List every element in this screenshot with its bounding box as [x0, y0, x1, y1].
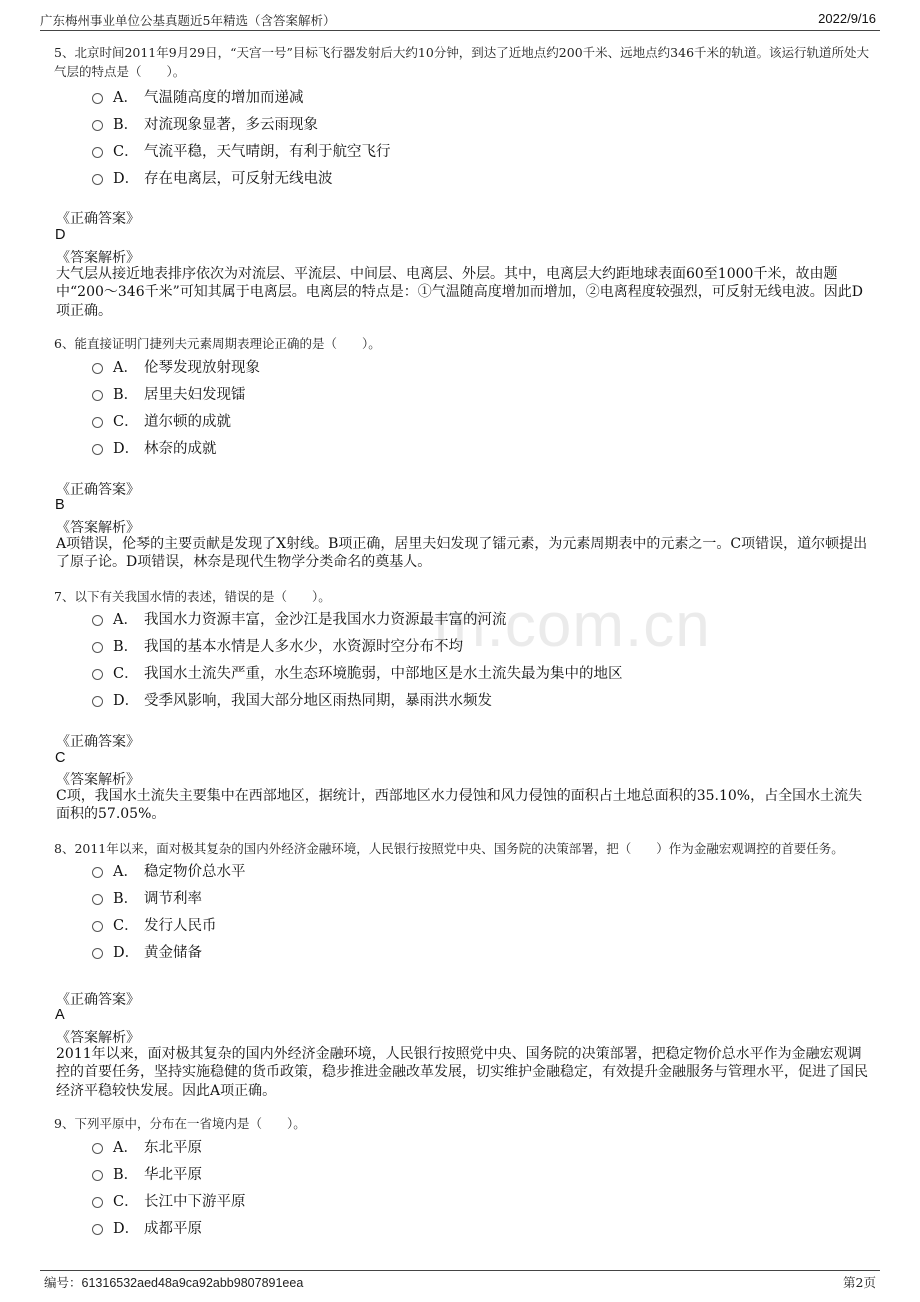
- option-text: 东北平原: [144, 1140, 202, 1156]
- option-letter: B．: [113, 639, 139, 655]
- radio-button-icon[interactable]: [92, 921, 103, 932]
- option-text: 我国的基本水情是人多水少，水资源时空分布不均: [144, 639, 463, 655]
- radio-button-icon[interactable]: [92, 1197, 103, 1208]
- document-date: 2022/9/16: [818, 11, 876, 26]
- radio-button-icon[interactable]: [92, 120, 103, 131]
- correct-answer-value: D: [55, 227, 66, 243]
- question-stem: 8、2011年以来，面对极其复杂的国内外经济金融环境，人民银行按照党中央、国务院的决策部署，把（ ）作为金融宏观调控的首要任务。: [54, 841, 844, 856]
- document-id-value: 61316532aed48a9ca92abb9807891eea: [81, 1276, 304, 1290]
- document-title: 广东梅州事业单位公基真题近5年精选（含答案解析）: [40, 13, 336, 28]
- option-letter: A．: [113, 612, 138, 628]
- footer-divider: [40, 1270, 880, 1271]
- option-text: 稳定物价总水平: [144, 864, 246, 880]
- option-text: 居里夫妇发现镭: [144, 387, 246, 403]
- option-text: 成都平原: [144, 1221, 202, 1237]
- option-letter: A．: [113, 1140, 138, 1156]
- option-letter: C．: [113, 666, 139, 682]
- option-text: 气流平稳，天气晴朗，有利于航空飞行: [144, 144, 391, 160]
- radio-button-icon[interactable]: [92, 894, 103, 905]
- option-letter: C．: [113, 414, 139, 430]
- option-letter: B．: [113, 891, 139, 907]
- radio-button-icon[interactable]: [92, 417, 103, 428]
- option-text: 华北平原: [144, 1167, 202, 1183]
- radio-button-icon[interactable]: [92, 1143, 103, 1154]
- analysis-text: C项，我国水土流失主要集中在西部地区，据统计，西部地区水力侵蚀和风力侵蚀的面积占土地总面积的35.10%，占全国水土流失面积的57.05%。: [56, 788, 863, 823]
- radio-button-icon[interactable]: [92, 444, 103, 455]
- radio-button-icon[interactable]: [92, 696, 103, 707]
- option-letter: B．: [113, 387, 139, 403]
- option-letter: C．: [113, 918, 139, 934]
- header-divider: [40, 30, 880, 31]
- option-text: 林奈的成就: [144, 441, 217, 457]
- option-text: 我国水力资源丰富，金沙江是我国水力资源最丰富的河流: [144, 612, 507, 628]
- correct-answer-value: A: [55, 1007, 65, 1023]
- correct-answer-value: C: [55, 750, 66, 766]
- option-text: 我国水土流失严重，水生态环境脆弱，中部地区是水土流失最为集中的地区: [144, 666, 623, 682]
- radio-button-icon[interactable]: [92, 1170, 103, 1181]
- page-header: [0, 0, 920, 30]
- option-text: 黄金储备: [144, 945, 202, 961]
- question-stem: 6、能直接证明门捷列夫元素周期表理论正确的是（ ）。: [54, 336, 381, 351]
- option-letter: B．: [113, 1167, 139, 1183]
- analysis-text: 2011年以来，面对极其复杂的国内外经济金融环境，人民银行按照党中央、国务院的决策部署，把稳定物价总水平作为金融宏观调控的首要任务，坚持实施稳健的货币政策，稳步推进金融改革发展，切实维护金融稳定，有效提升金融服务与管理水平，促进了国民经济平稳较快发展。因此A项正确。: [56, 1046, 868, 1099]
- radio-button-icon[interactable]: [92, 174, 103, 185]
- radio-button-icon[interactable]: [92, 669, 103, 680]
- analysis-text: A项错误，伦琴的主要贡献是发现了X射线。B项正确，居里夫妇发现了镭元素，为元素周期表中的元素之一。C项错误，道尔顿提出了原子论。D项错误，林奈是现代生物学分类命名的奠基人。: [56, 536, 868, 571]
- document-id: [44, 1273, 303, 1291]
- correct-answer-value: B: [55, 497, 65, 513]
- option-text: 对流现象显著，多云雨现象: [144, 117, 318, 133]
- option-letter: D．: [113, 945, 140, 961]
- option-text: 伦琴发现放射现象: [144, 360, 260, 376]
- option-text: 受季风影响，我国大部分地区雨热同期，暴雨洪水频发: [144, 693, 492, 709]
- radio-button-icon[interactable]: [92, 1224, 103, 1235]
- option-letter: D．: [113, 171, 140, 187]
- analysis-label: 《答案解析》: [56, 1030, 140, 1046]
- option-letter: C．: [113, 1194, 139, 1210]
- correct-answer-label: 《正确答案》: [56, 992, 140, 1008]
- correct-answer-label: 《正确答案》: [56, 211, 140, 227]
- radio-button-icon[interactable]: [92, 93, 103, 104]
- question-stem: 9、下列平原中，分布在一省境内是（ ）。: [54, 1116, 306, 1131]
- correct-answer-label: 《正确答案》: [56, 734, 140, 750]
- radio-button-icon[interactable]: [92, 867, 103, 878]
- option-letter: D．: [113, 441, 140, 457]
- radio-button-icon[interactable]: [92, 390, 103, 401]
- analysis-label: 《答案解析》: [56, 520, 140, 536]
- option-letter: C．: [113, 144, 139, 160]
- option-letter: A．: [113, 90, 138, 106]
- question-stem: 5、北京时间2011年9月29日，“天宫一号”目标飞行器发射后大约10分钟，到达了近地点约200千米、远地点约346千米的轨道。该运行轨道所处大气层的特点是（ ）。: [54, 45, 870, 79]
- question-stem: 7、以下有关我国水情的表述，错误的是（ ）。: [54, 589, 331, 604]
- radio-button-icon[interactable]: [92, 363, 103, 374]
- option-letter: B．: [113, 117, 139, 133]
- radio-button-icon[interactable]: [92, 615, 103, 626]
- radio-button-icon[interactable]: [92, 642, 103, 653]
- option-text: 存在电离层，可反射无线电波: [144, 171, 333, 187]
- analysis-label: 《答案解析》: [56, 250, 140, 266]
- analysis-text: 大气层从接近地表排序依次为对流层、平流层、中间层、电离层、外层。其中，电离层大约距地球表面60至1000千米，故由题中“200～346千米”可知其属于电离层。电离层的特点是：①气温随高度增加而增加，②电离程度较强烈，可反射无线电波。因此D项正确。: [56, 266, 863, 319]
- correct-answer-label: 《正确答案》: [56, 482, 140, 498]
- watermark: m.com.cn: [434, 591, 711, 660]
- option-text: 发行人民币: [144, 918, 217, 934]
- option-text: 气温随高度的增加而递减: [144, 90, 304, 106]
- page-number: 第2页: [843, 1275, 876, 1290]
- document-id-label: 编号：: [44, 1275, 82, 1290]
- option-letter: D．: [113, 1221, 140, 1237]
- radio-button-icon[interactable]: [92, 948, 103, 959]
- option-text: 道尔顿的成就: [144, 414, 231, 430]
- radio-button-icon[interactable]: [92, 147, 103, 158]
- option-text: 长江中下游平原: [144, 1194, 246, 1210]
- analysis-label: 《答案解析》: [56, 772, 140, 788]
- option-letter: A．: [113, 864, 138, 880]
- option-text: 调节利率: [144, 891, 202, 907]
- option-letter: D．: [113, 693, 140, 709]
- option-letter: A．: [113, 360, 138, 376]
